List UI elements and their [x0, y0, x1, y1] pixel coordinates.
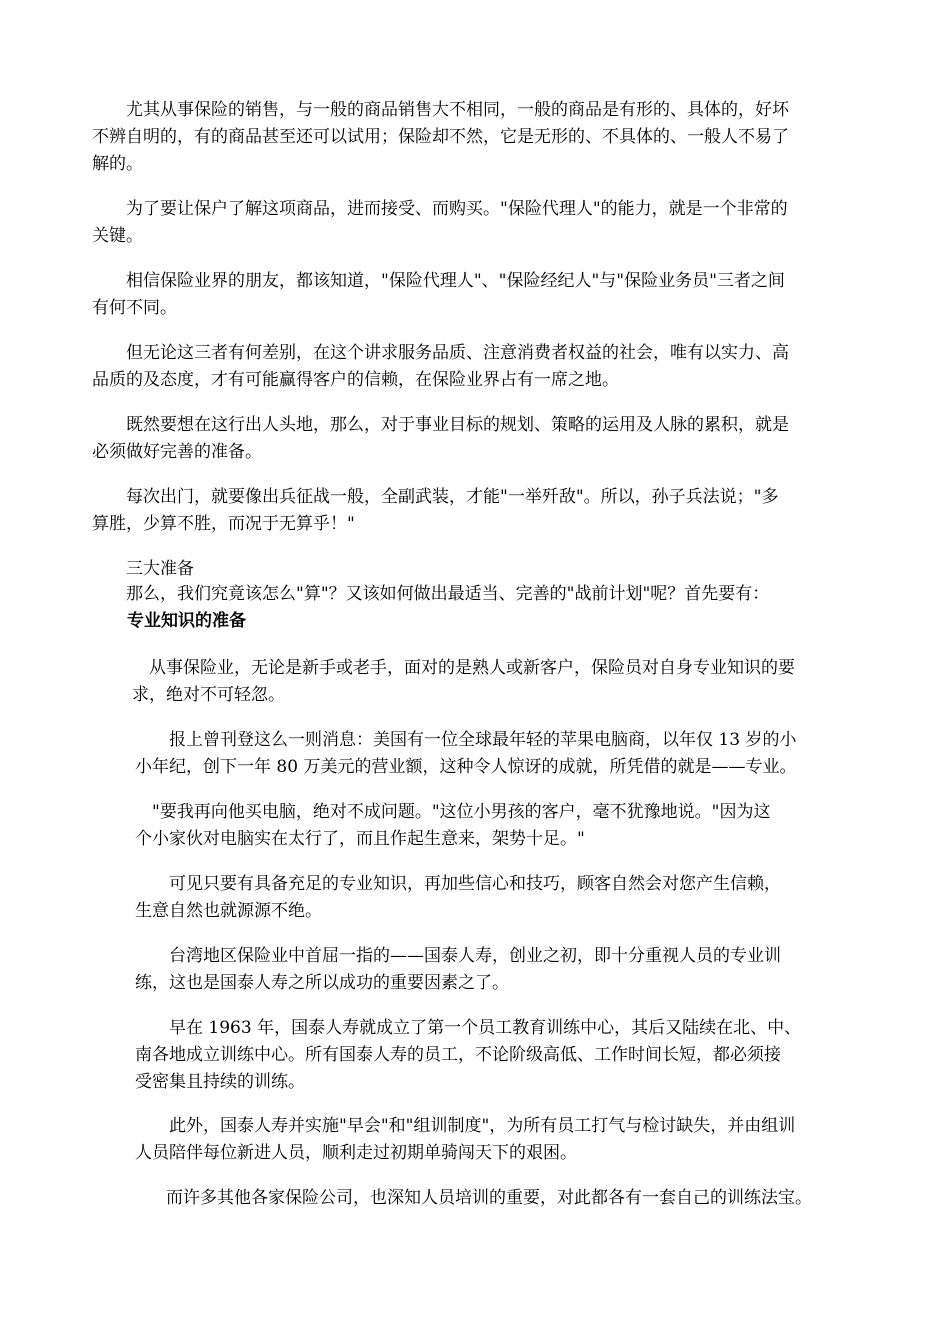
text-line: 受密集且持续的训练。 — [135, 1072, 305, 1092]
paragraph — [135, 1015, 801, 1096]
text-line: 此外，国泰人寿并实施"早会"和"组训制度"，为所有员工打气与检讨缺失，并由组训 — [135, 1116, 796, 1136]
text-line: 人员陪伴每位新进人员，顺利走过初期单骑闯天下的艰困。 — [135, 1143, 577, 1163]
text-line: 有何不同。 — [92, 298, 177, 318]
text-line: 报上曾刊登这么一则消息：美国有一位全球最年轻的苹果电脑商，以年仅 13 岁的小 — [135, 730, 797, 750]
text-line: 从事保险业，无论是新手或老手，面对的是熟人或新客户，保险员对自身专业知识的要 — [132, 658, 795, 678]
text-line: 关键。 — [92, 226, 143, 246]
paragraph — [92, 196, 788, 250]
text-line: 南各地成立训练中心。所有国泰人寿的员工，不论阶级高低、工作时间长短，都必须接 — [135, 1045, 781, 1065]
text-line: 算胜，少算不胜，而况于无算乎！" — [92, 514, 355, 534]
paragraph — [92, 97, 789, 178]
text-line: 每次出门，就要像出兵征战一般，全副武装，才能"一举歼敌"。所以，孙子兵法说；"多 — [92, 487, 779, 507]
paragraph — [92, 557, 769, 607]
text-line: 可见只要有具备充足的专业知识，再加些信心和技巧，顾客自然会对您产生信赖， — [135, 874, 781, 894]
text-line: 解的。 — [92, 154, 143, 174]
paragraph — [92, 340, 789, 394]
text-line: 生意自然也就源源不绝。 — [135, 901, 322, 921]
text-line: 那么，我们究竟该怎么"算"？又该如何做出最适当、完善的"战前计划"呢？首先要有： — [92, 584, 770, 604]
paragraph — [92, 484, 778, 538]
text-line: 三大准备 — [92, 559, 194, 579]
paragraph — [135, 799, 770, 853]
text-line: 台湾地区保险业中首屈一指的——国泰人寿，创业之初，即十分重视人员的专业训 — [135, 946, 781, 966]
paragraph — [92, 268, 785, 322]
text-line: 相信保险业界的朋友，都该知道，"保险代理人"、"保险经纪人"与"保险业务员"三者之间 — [92, 271, 785, 291]
text-line: 品质的及态度，才有可能赢得客户的信赖，在保险业界占有一席之地。 — [92, 370, 619, 390]
text-line: 但无论这三者有何差别，在这个讲求服务品质、注意消费者权益的社会，唯有以实力、高 — [92, 343, 789, 363]
text-line: 为了要让保户了解这项商品，进而接受、而购买。"保险代理人"的能力，就是一个非常的 — [92, 199, 788, 219]
text-line: 而许多其他各家保险公司，也深知人员培训的重要，对此都各有一套自己的训练法宝。 — [132, 1188, 812, 1208]
text-line: 练，这也是国泰人寿之所以成功的重要因素之了。 — [135, 973, 509, 993]
paragraph — [135, 943, 781, 997]
text-line: 既然要想在这行出人头地，那么，对于事业目标的规划、策略的运用及人脉的累积，就是 — [92, 415, 789, 435]
paragraph — [135, 871, 781, 925]
paragraph — [132, 655, 795, 709]
text-line: 个小家伙对电脑实在太行了，而且作起生意来，架势十足。" — [135, 829, 585, 849]
text-line: 尤其从事保险的销售，与一般的商品销售大不相同，一般的商品是有形的、具体的，好坏 — [92, 100, 789, 120]
text-line: 早在 1963 年，国泰人寿就成立了第一个员工教育训练中心，其后又陆续在北、中、 — [135, 1018, 802, 1038]
paragraph — [135, 1113, 795, 1167]
text-line: 必须做好完善的准备。 — [92, 442, 262, 462]
text-line: 不辨自明的，有的商品甚至还可以试用；保险却不然，它是无形的、不具体的、一般人不易了 — [92, 127, 789, 147]
text-line: 求，绝对不可轻忽。 — [132, 685, 285, 705]
text-line: 小年纪，创下一年 80 万美元的营业额，这种令人惊讶的成就，所凭借的就是——专业。 — [135, 757, 797, 777]
text-line: "要我再向他买电脑，绝对不成问题。"这位小男孩的客户，毫不犹豫地说。"因为这 — [135, 802, 771, 822]
paragraph — [135, 727, 796, 781]
paragraph — [92, 412, 789, 466]
section-heading: 专业知识的准备 — [127, 611, 246, 631]
paragraph — [132, 1185, 812, 1212]
